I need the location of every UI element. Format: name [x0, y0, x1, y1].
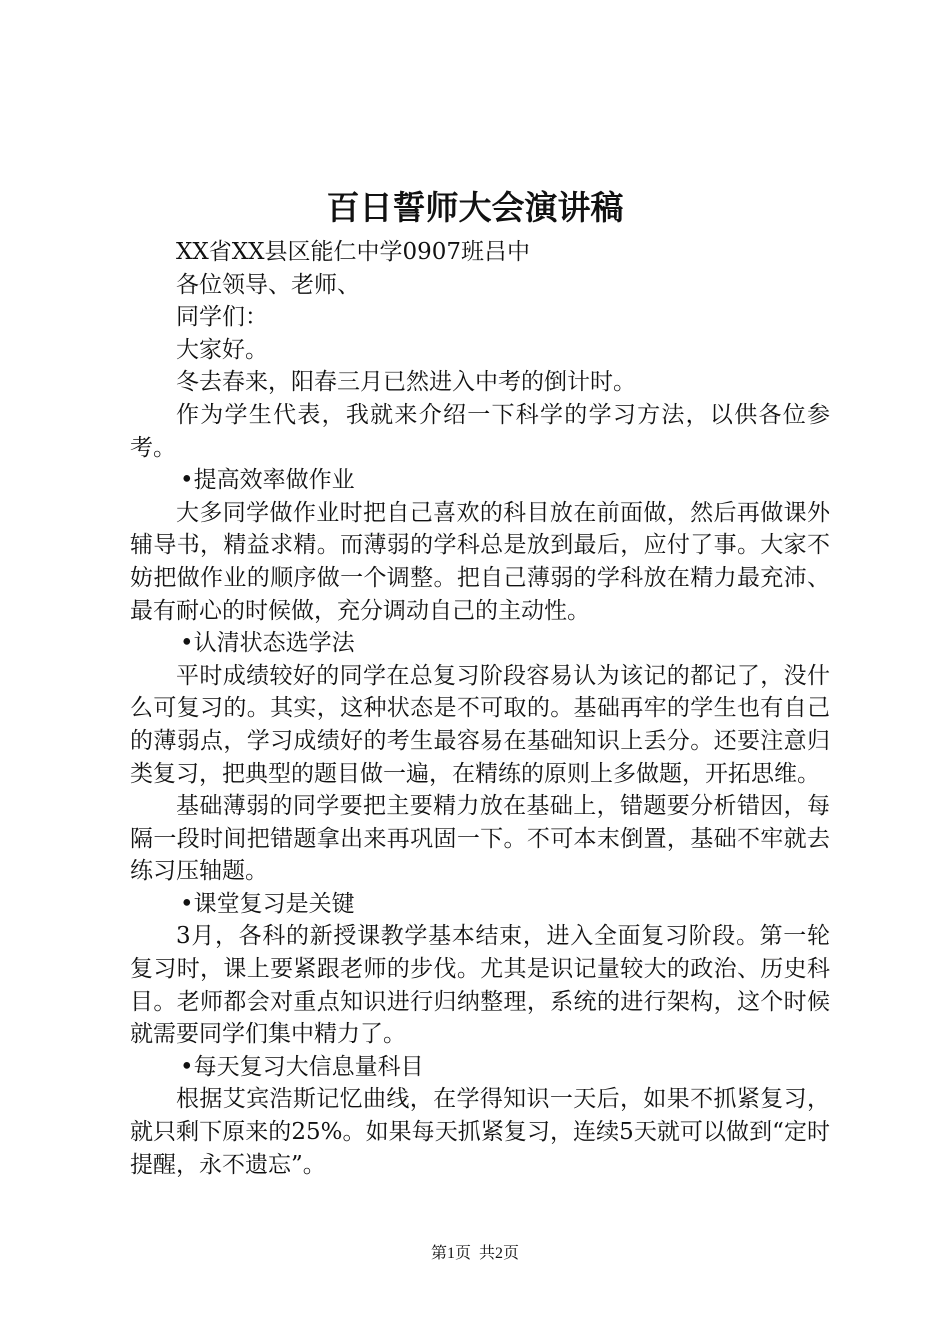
section-heading: •认清状态选学法	[180, 630, 355, 657]
section-heading: •提高效率做作业	[180, 467, 355, 494]
salutation-line: 各位领导、老师、	[176, 271, 360, 298]
section-heading: •课堂复习是关键	[180, 890, 355, 917]
paragraph: 基础薄弱的同学要把主要精力放在基础上，错题要分析错因，每隔一段时间把错题拿出来再巩固一下。不可本末倒置，基础不牢就去练习压轴题。	[130, 793, 830, 885]
paragraph: 3月，各科的新授课教学基本结束，进入全面复习阶段。第一轮复习时，课上要紧跟老师的步伐。尤其是识记量较大的政治、历史科目。老师都会对重点知识进行归纳整理，系统的进行架构，这个时候就需要同学们集中精力了。	[130, 923, 830, 1048]
paragraph: 根据艾宾浩斯记忆曲线，在学得知识一天后，如果不抓紧复习，就只剩下原来的25%。如果每天抓紧复习，连续5天就可以做到“定时提醒，永不遗忘”。	[130, 1086, 830, 1178]
page-title: 百日誓师大会演讲稿	[326, 188, 624, 227]
paragraph: 平时成绩较好的同学在总复习阶段容易认为该记的都记了，没什么可复习的。其实，这种状态是不可取的。基础再牢的学生也有自己的薄弱点，学习成绩好的考生最容易在基础知识上丢分。还要注意归类复习，把典型的题目做一遍，在精练的原则上多做题，开拓思维。	[130, 662, 830, 787]
author-line: XX省XX县区能仁中学0907班吕中	[176, 239, 531, 265]
salutation-line: 同学们：	[176, 304, 268, 331]
page-number: 第1页	[430, 1245, 471, 1262]
document-body	[130, 236, 830, 1181]
paragraph: 大多同学做作业时把自己喜欢的科目放在前面做，然后再做课外辅导书，精益求精。而薄弱的学科总是放到最后，应付了事。大家不妨把做作业的顺序做一个调整。把自己薄弱的学科放在精力最充沛、最有耐心的时候做，充分调动自己的主动性。	[130, 499, 830, 624]
page-footer	[0, 1243, 950, 1265]
greeting-line: 大家好。	[176, 336, 268, 363]
paragraph: 冬去春来，阳春三月已然进入中考的倒计时。	[176, 369, 636, 396]
page-total: 共2页	[479, 1245, 520, 1262]
paragraph: 作为学生代表，我就来介绍一下科学的学习方法，以供各位参考。	[130, 401, 830, 461]
section-heading: •每天复习大信息量科目	[180, 1053, 424, 1080]
